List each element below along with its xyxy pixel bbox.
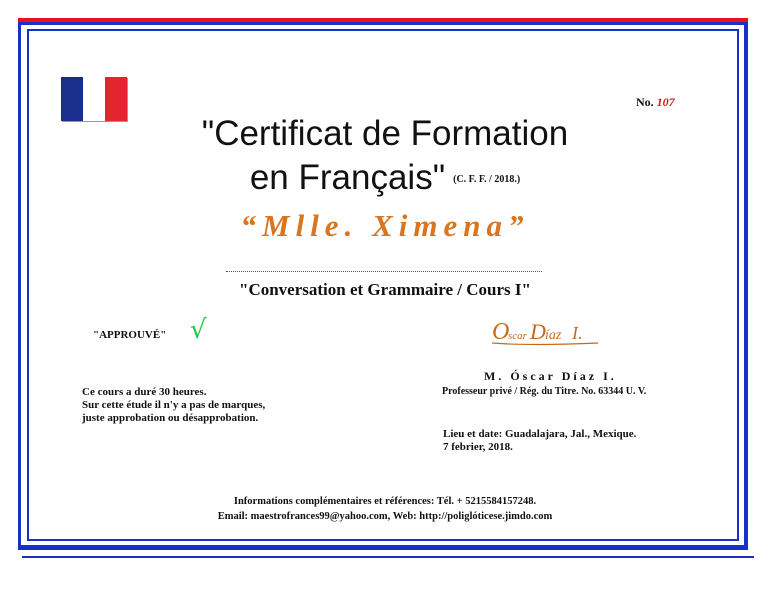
- signature-graphic: [490, 313, 610, 353]
- number-label: No.: [636, 95, 654, 109]
- footer-references: Informations complémentaires et références: Tél. + 5215584157248.: [233, 496, 537, 507]
- title-line-1: "Certificat de Formation: [201, 114, 569, 153]
- approval-label: "APPROUVÉ": [93, 329, 167, 341]
- svg-text:I.: I.: [572, 323, 583, 343]
- signer-title: Professeur privé / Rég. du Titre. No. 63344 U. V.: [442, 386, 647, 397]
- number-value: 107: [656, 95, 675, 109]
- place-line: Lieu et date: Guadalajara, Jal., Mexique.: [443, 428, 637, 440]
- course-info-line: Ce cours a duré 30 heures.: [82, 386, 207, 398]
- svg-text:D: D: [530, 319, 546, 344]
- date-line: 7 febrier, 2018.: [443, 441, 513, 453]
- signer-name: M. Óscar Díaz I.: [484, 369, 617, 383]
- course-info: [82, 386, 265, 425]
- footer-contact: [100, 494, 670, 524]
- footer-email-web: Email: maestrofrances99@yahoo.com, Web: http://poliglóticese.jimdo.com: [217, 511, 553, 522]
- bottom-border-shadow: [22, 556, 754, 558]
- svg-text:íaz: íaz: [545, 328, 562, 343]
- course-info-line: juste approbation ou désapprobation.: [82, 412, 259, 424]
- certificate-number: [636, 95, 675, 110]
- svg-text:O: O: [492, 319, 510, 345]
- course-info-line: Sur cette étude il n'y a pas de marques,: [82, 399, 266, 411]
- handwritten-signature: [490, 313, 610, 353]
- title-line-2-text: en Français": [249, 158, 446, 197]
- checkmark-icon: √: [190, 315, 207, 345]
- certificate-abbreviation: (C. F. F. / 2018.): [453, 173, 521, 185]
- student-name: “Mlle. Ximena”: [240, 208, 530, 243]
- svg-text:scar: scar: [508, 330, 527, 342]
- course-title: "Conversation et Grammaire / Cours I": [239, 280, 531, 299]
- place-and-date: [443, 428, 636, 454]
- flag-blue-band: [61, 77, 83, 121]
- dotted-divider: [226, 271, 542, 272]
- title-line-2: [100, 158, 670, 200]
